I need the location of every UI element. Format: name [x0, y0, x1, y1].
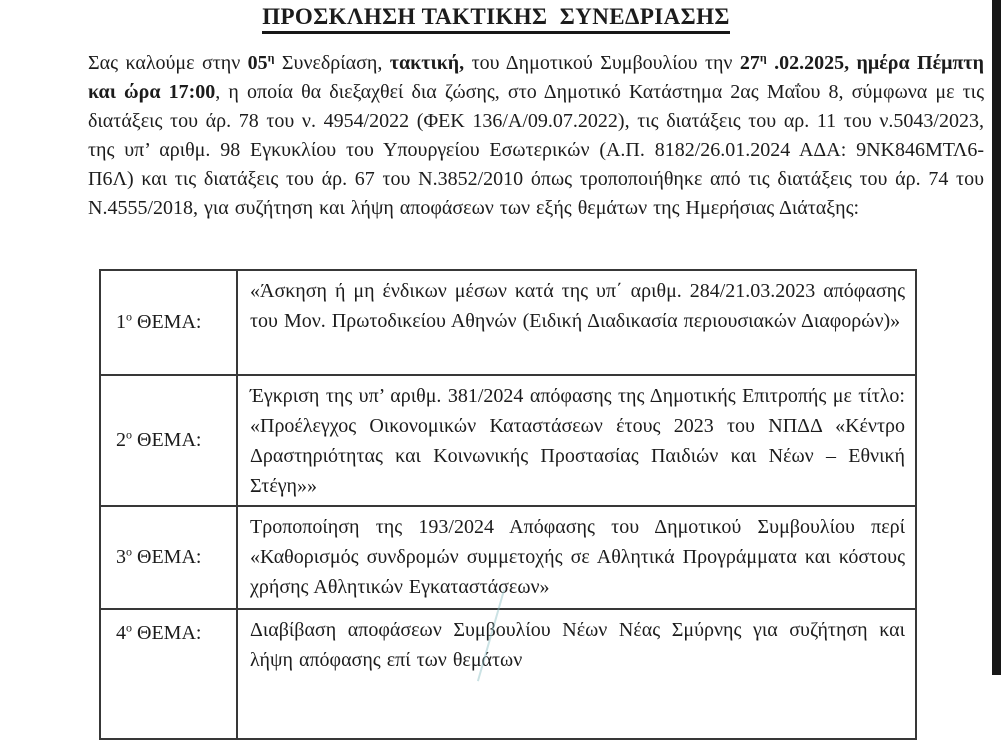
table-row: [100, 375, 916, 506]
topic-ordinal: ο: [126, 309, 132, 324]
topic-text: Τροποποίηση της 193/2024 Απόφασης του Δημοτικού Συμβουλίου περί «Καθορισμός συνδρομών συμμετοχής σε Αθλητικά Προγράμματα και κόστους χρήσης Αθλητικών Εγκαταστάσεων»: [237, 506, 916, 609]
topic-ordinal: ο: [126, 544, 132, 559]
scan-edge-bar: [992, 0, 1001, 675]
topic-ordinal: ο: [126, 620, 132, 635]
topic-number: 3: [116, 546, 126, 568]
topic-number: 1: [116, 311, 126, 333]
topic-number: 2: [116, 429, 126, 451]
topic-number: 4: [116, 622, 126, 644]
topic-ordinal: ο: [126, 427, 132, 442]
topic-label: ΘΕΜΑ:: [137, 622, 202, 644]
agenda-table-body: [100, 270, 916, 739]
table-row: [100, 506, 916, 609]
topic-label: ΘΕΜΑ:: [137, 546, 202, 568]
topic-text: «Άσκηση ή μη ένδικων μέσων κατά της υπ΄ αριθμ. 284/21.03.2023 απόφασης του Μον. Πρωτοδικείου Αθηνών (Ειδική Διαδικασία περιουσιακών Διαφορών)»: [237, 270, 916, 375]
topic-label-cell: [100, 609, 237, 739]
topic-text: Διαβίβαση αποφάσεων Συμβουλίου Νέων Νέας Σμύρνης για συζήτηση και λήψη απόφασης επί των θεμάτων: [237, 609, 916, 739]
table-row: [100, 270, 916, 375]
table-row: [100, 609, 916, 739]
document-title-wrap: [0, 3, 992, 34]
topic-label-cell: [100, 506, 237, 609]
document-title: ΠΡΟΣΚΛΗΣΗ ΤΑΚΤΙΚΗΣ ΣΥΝΕΔΡΙΑΣΗΣ: [262, 3, 730, 34]
invitation-paragraph: Σας καλούμε στην $05^\eta$ Συνεδρίαση, τακτική, του Δημοτικού Συμβουλίου την $27^\eta$ .02.2025, ημέρα Πέμπτη και ώρα 17:00, η οποία θα διεξαχθεί δια ζώσης, στο Δημοτικό Κατάστημα 2ας Μαΐου 8, σύμφωνα με τις διατάξεις του άρ. 78 του ν. 4954/2022 (ΦΕΚ 136/Α/09.07.2022), τις διατάξεις του αρ. 11 του ν.5043/2023, της υπ’ αριθμ. 98 Εγκυκλίου του Υπουργείου Εσωτερικών (Α.Π. 8182/26.01.2024 ΑΔΑ: 9ΝΚ846ΜΤΛ6-Π6Λ) και τις διατάξεις του άρ. 67 του Ν.3852/2010 όπως τροποποιήθηκε από τις διατάξεις του άρ. 74 του Ν.4555/2018, για συζήτηση και λήψη αποφάσεων των εξής θεμάτων της Ημερήσιας Διάταξης:: [88, 50, 985, 219]
agenda-table: [99, 269, 917, 740]
topic-label: ΘΕΜΑ:: [137, 311, 202, 333]
topic-label: ΘΕΜΑ:: [137, 429, 202, 451]
topic-label-cell: [100, 375, 237, 506]
topic-label-cell: [100, 270, 237, 375]
topic-text: Έγκριση της υπ’ αριθμ. 381/2024 απόφασης της Δημοτικής Επιτροπής με τίτλο: «Προέλεγχος Οικονομικών Καταστάσεων έτους 2023 του ΝΠΔΔ «Κέντρο Δραστηριότητας και Κοινωνικής Προστασίας Παιδιών και Νέων – Εθνική Στέγη»»: [237, 375, 916, 506]
